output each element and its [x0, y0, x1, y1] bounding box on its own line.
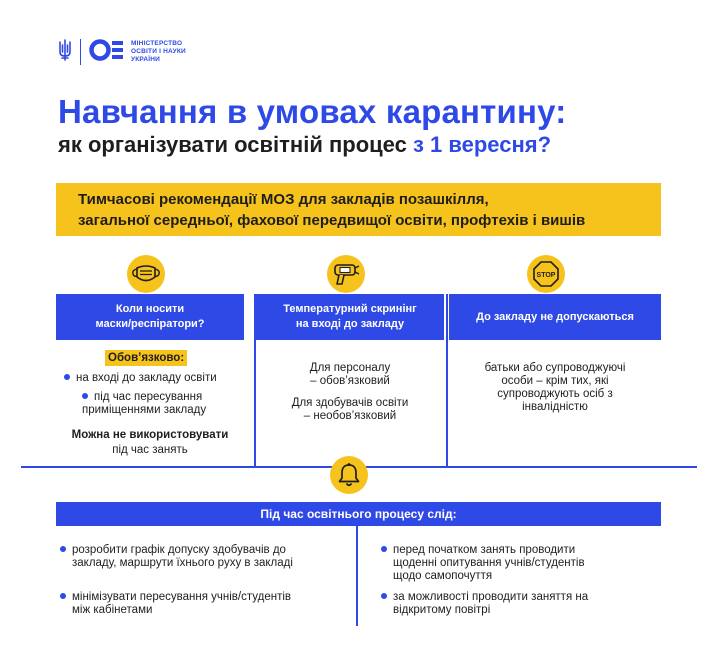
- bullet-icon: [381, 593, 387, 599]
- page-title: Навчання в умовах карантину:: [58, 93, 567, 130]
- process-divider: [356, 526, 358, 626]
- stop-sign-icon: [527, 255, 565, 293]
- trident-icon: [58, 39, 72, 66]
- subtitle-date-highlight: з 1 вересня?: [412, 132, 552, 157]
- bell-icon: [330, 456, 368, 494]
- list-item: за можливості проводити заняття на: [381, 590, 588, 604]
- logo-divider: [80, 39, 81, 65]
- not-admitted-header: До закладу не допускаються: [449, 294, 661, 340]
- list-item: перед початком занять проводити: [381, 543, 575, 557]
- thermometer-icon: [327, 255, 365, 293]
- page-subtitle: як організувати освітній процес з 1 вересня?: [58, 132, 552, 157]
- list-item: на вході до закладу освіти: [64, 371, 217, 385]
- optional-label: Можна не використовувати: [71, 429, 229, 441]
- list-item: під час пересування: [82, 390, 202, 404]
- ministry-name: МІНІСТЕРСТВО ОСВІТИ І НАУКИ УКРАЇНИ: [131, 40, 186, 63]
- list-item: мінімізувати пересування учнів/студентів: [60, 590, 291, 604]
- process-header: Під час освітнього процесу слід:: [56, 502, 661, 526]
- ministry-mark-icon: [89, 38, 125, 67]
- screening-header: Температурний скринінг на вході до закладу: [256, 294, 444, 340]
- ministry-logo: [58, 38, 186, 66]
- recommendations-banner: Тимчасові рекомендації МОЗ для закладів позашкілля, загальної середньої, фахової передвищої освіти, профтехів і вишів: [56, 183, 661, 236]
- bullet-icon: [82, 393, 88, 399]
- bullet-icon: [60, 546, 66, 552]
- mask-icon: [127, 255, 165, 293]
- bullet-icon: [381, 546, 387, 552]
- column-divider: [446, 294, 448, 466]
- list-item: розробити графік допуску здобувачів до: [60, 543, 286, 557]
- bullet-icon: [64, 374, 70, 380]
- bullet-icon: [60, 593, 66, 599]
- required-label: Обов’язково:: [105, 350, 187, 366]
- masks-header: Коли носити маски/респіратори?: [56, 294, 244, 340]
- svg-text:STOP: STOP: [536, 272, 556, 279]
